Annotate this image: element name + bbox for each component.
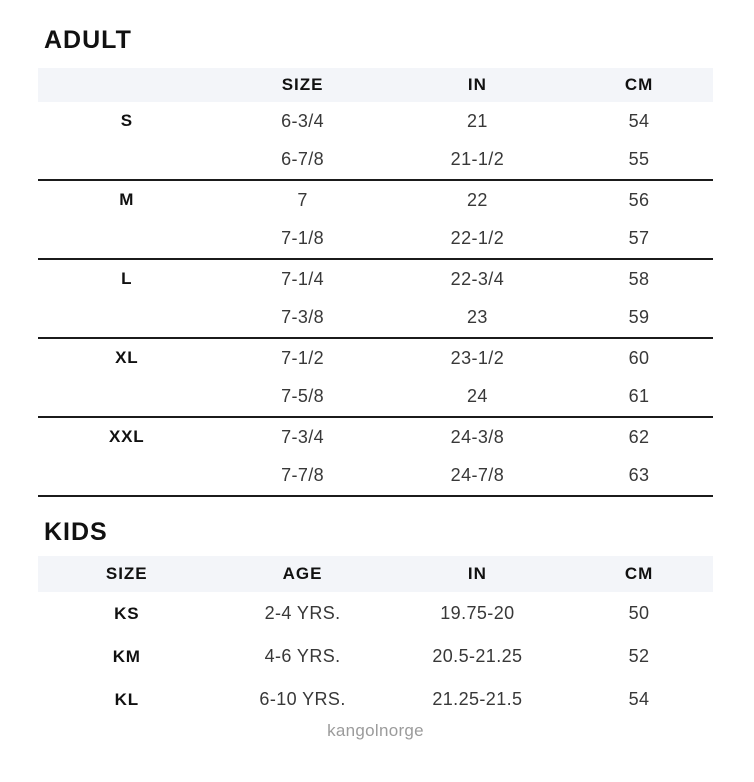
cm-value-cell: 59 — [628, 307, 650, 328]
size-value-cell: 7-3/8 — [281, 307, 325, 328]
age-value-cell: 6-10 YRS. — [259, 689, 346, 709]
kids-header-cm: CM — [624, 564, 654, 583]
cm-value-cell: 50 — [628, 603, 650, 623]
cm-value-cell: 57 — [628, 228, 650, 249]
table-row — [38, 181, 713, 220]
age-value-cell: 4-6 YRS. — [264, 646, 341, 666]
cm-value-cell: 54 — [628, 110, 650, 131]
size-value-cell: 7-5/8 — [281, 386, 325, 407]
size-label-cell: KL — [114, 689, 139, 709]
age-value-cell: 2-4 YRS. — [264, 603, 341, 623]
kids-size-table — [38, 556, 713, 721]
adult-size-group-xxl — [38, 418, 713, 497]
cm-value-cell: 60 — [628, 347, 650, 368]
size-value-cell: 7-1/2 — [281, 347, 325, 368]
inches-value-cell: 24-3/8 — [450, 426, 505, 447]
adult-section-title: ADULT — [44, 26, 132, 54]
inches-value-cell: 19.75-20 — [440, 603, 515, 623]
size-value-cell: 7-1/4 — [281, 268, 325, 289]
inches-value-cell: 23-1/2 — [450, 347, 505, 368]
size-label-cell: S — [120, 111, 133, 131]
inches-value-cell: 20.5-21.25 — [432, 646, 523, 666]
cm-value-cell: 56 — [628, 189, 650, 210]
adult-size-group-l — [38, 260, 713, 339]
adult-header-in: IN — [467, 75, 487, 94]
table-row — [38, 220, 713, 259]
table-row — [38, 378, 713, 417]
inches-value-cell: 24 — [466, 386, 488, 407]
kids-table-header-row — [38, 556, 713, 592]
table-row — [38, 592, 713, 635]
size-value-cell: 6-3/4 — [281, 110, 325, 131]
inches-value-cell: 22 — [466, 189, 488, 210]
inches-value-cell: 21 — [466, 110, 488, 131]
size-label-cell: M — [119, 190, 135, 210]
size-value-cell: 7 — [297, 189, 308, 210]
size-value-cell: 6-7/8 — [281, 149, 325, 170]
size-label-cell: L — [121, 269, 133, 289]
size-value-cell: 7-3/4 — [281, 426, 325, 447]
size-label-cell: KM — [112, 646, 141, 666]
table-row — [38, 678, 713, 721]
size-chart-page — [38, 28, 713, 741]
table-row — [38, 339, 713, 378]
table-row — [38, 141, 713, 180]
kids-header-age: AGE — [282, 564, 323, 583]
inches-value-cell: 22-1/2 — [450, 228, 505, 249]
adult-size-table — [38, 68, 713, 497]
cm-value-cell: 52 — [628, 646, 650, 666]
cm-value-cell: 54 — [628, 689, 650, 709]
inches-value-cell: 22-3/4 — [450, 268, 505, 289]
cm-value-cell: 55 — [628, 149, 650, 170]
inches-value-cell: 23 — [466, 307, 488, 328]
adult-size-group-m — [38, 181, 713, 260]
table-row — [38, 418, 713, 457]
inches-value-cell: 24-7/8 — [450, 465, 505, 486]
adult-table-header-row — [38, 68, 713, 102]
adult-size-group-s — [38, 102, 713, 181]
adult-header-size: SIZE — [281, 75, 324, 94]
size-value-cell: 7-1/8 — [281, 228, 325, 249]
adult-size-group-xl — [38, 339, 713, 418]
table-row — [38, 102, 713, 141]
adult-header-cm: CM — [624, 75, 654, 94]
kids-section-title: KIDS — [44, 518, 108, 546]
inches-value-cell: 21-1/2 — [450, 149, 505, 170]
table-row — [38, 457, 713, 496]
size-value-cell: 7-7/8 — [281, 465, 325, 486]
kids-header-size: SIZE — [105, 564, 148, 583]
table-row — [38, 299, 713, 338]
cm-value-cell: 63 — [628, 465, 650, 486]
table-row — [38, 635, 713, 678]
cm-value-cell: 62 — [628, 426, 650, 447]
size-label-cell: KS — [114, 603, 140, 623]
brand-watermark: kangolnorge — [327, 721, 424, 740]
size-label-cell: XXL — [109, 427, 145, 447]
table-row — [38, 260, 713, 299]
cm-value-cell: 58 — [628, 268, 650, 289]
kids-header-in: IN — [467, 564, 487, 583]
size-label-cell: XL — [115, 348, 139, 368]
inches-value-cell: 21.25-21.5 — [432, 689, 523, 709]
cm-value-cell: 61 — [628, 386, 650, 407]
